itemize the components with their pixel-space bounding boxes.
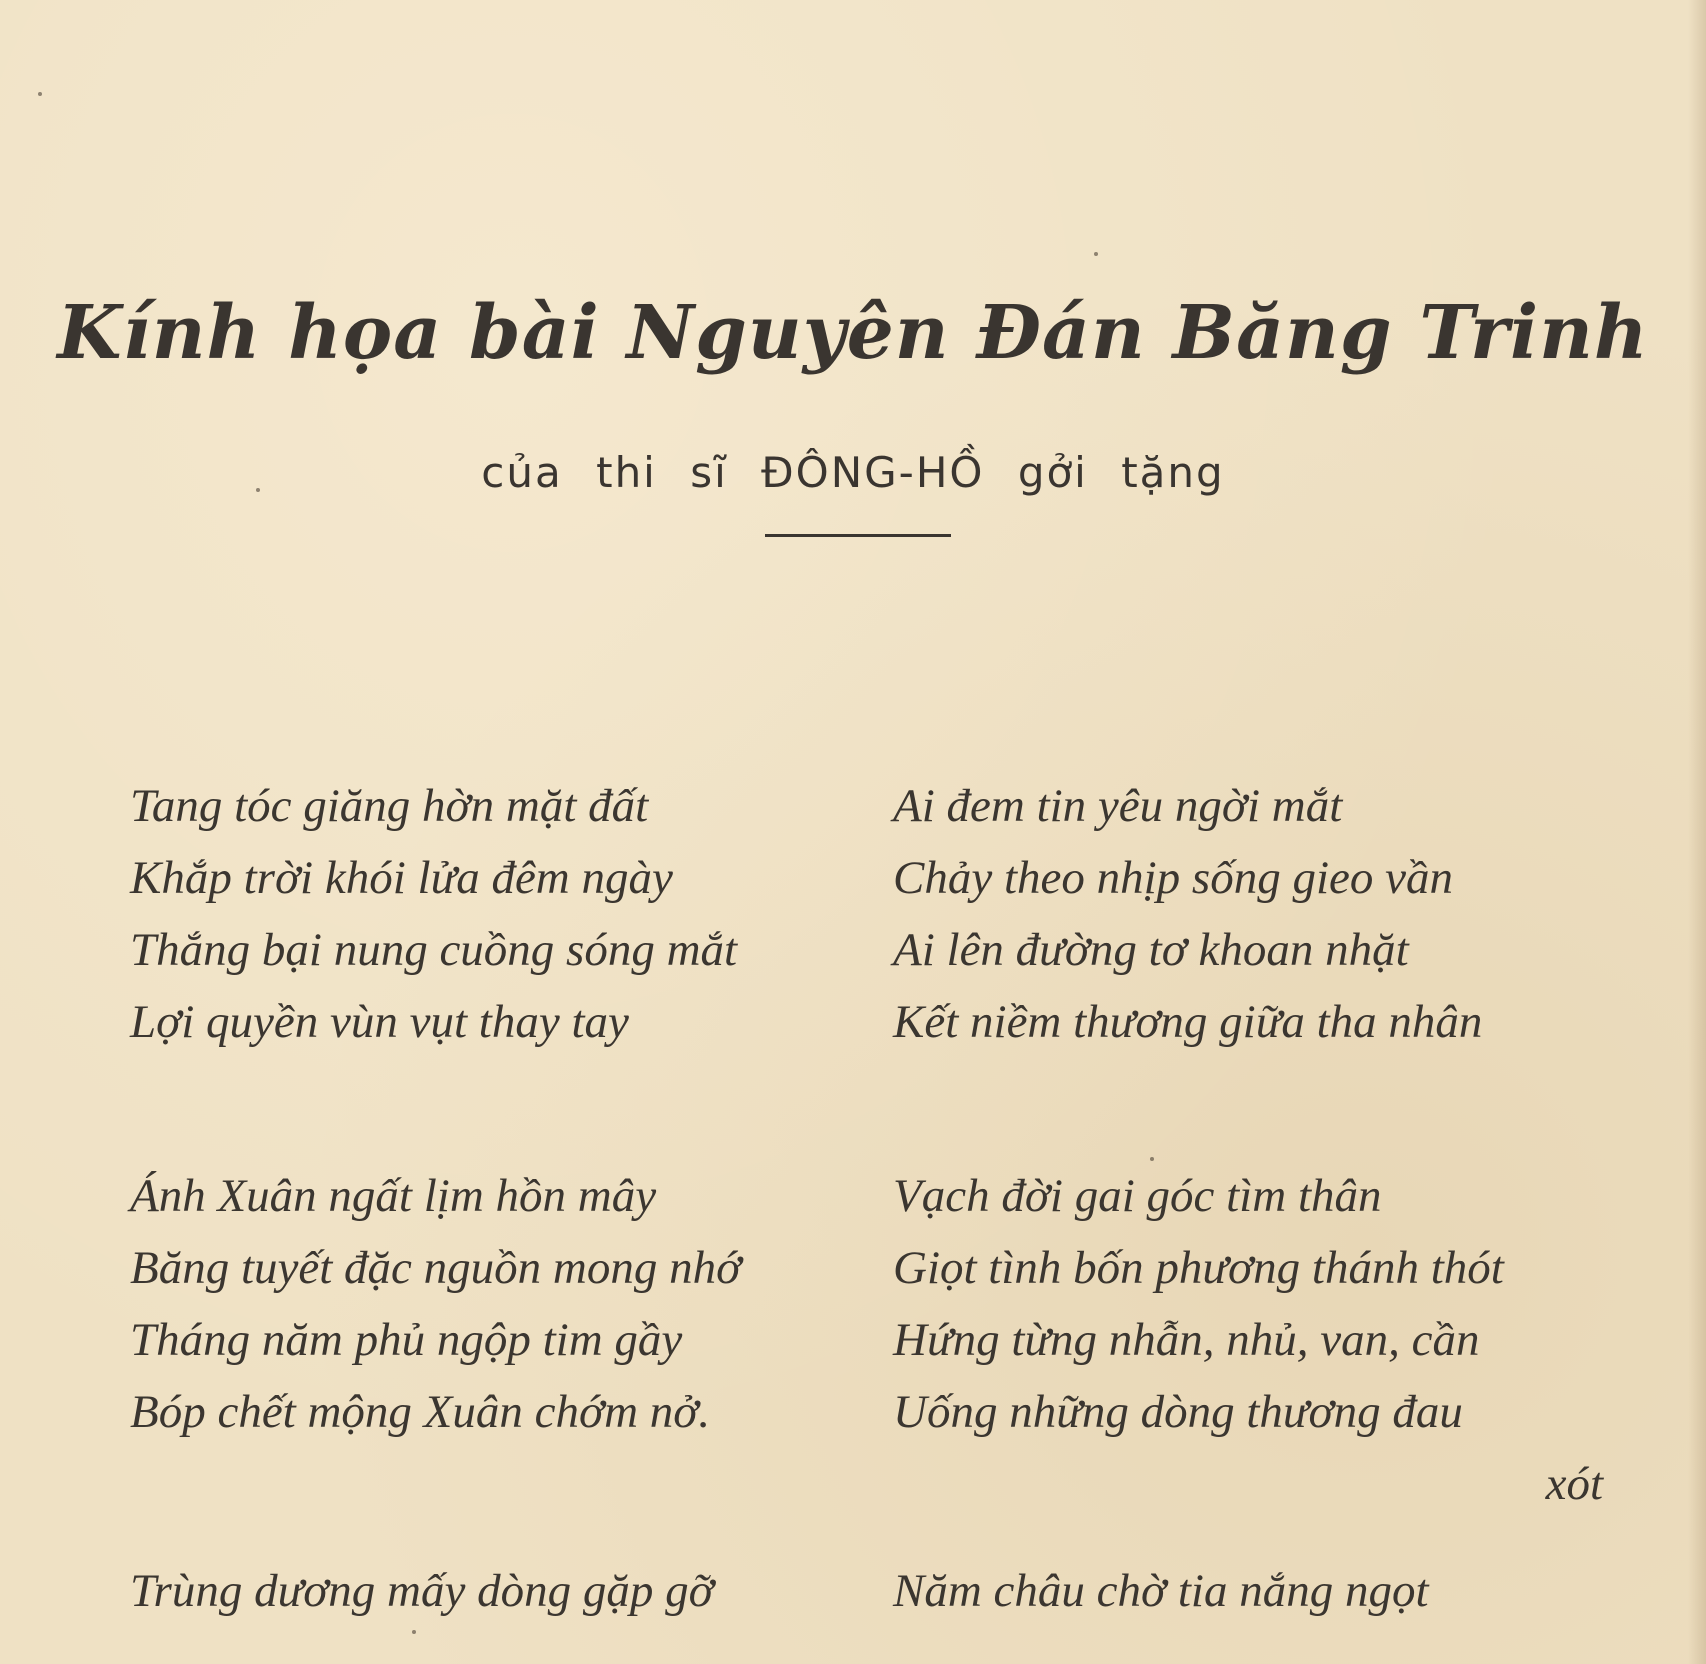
paper-speck bbox=[412, 1630, 416, 1634]
poem-line: Ai lên đường tơ khoan nhặt bbox=[893, 924, 1409, 976]
stanza-2-right bbox=[893, 1160, 1603, 1520]
poem-line-continuation: xót bbox=[1545, 1458, 1603, 1510]
stanza-2-left bbox=[130, 1160, 840, 1448]
poem-line: Chảy theo nhịp sống gieo vần bbox=[893, 852, 1454, 904]
poem-line: Năm châu chờ tia nắng ngọt bbox=[893, 1565, 1429, 1617]
stanza-3-left bbox=[130, 1555, 840, 1627]
paper-speck bbox=[1150, 1157, 1154, 1161]
stanza-3-right bbox=[893, 1555, 1603, 1627]
poem-line: Tang tóc giăng hờn mặt đất bbox=[130, 780, 649, 832]
paper-speck bbox=[256, 488, 260, 492]
page-edge-shadow bbox=[1688, 0, 1706, 1664]
poem-line: Uống những dòng thương đau bbox=[893, 1386, 1463, 1438]
poem-line: Ánh Xuân ngất lịm hồn mây bbox=[130, 1170, 657, 1222]
stanza-1-left bbox=[130, 770, 840, 1058]
poem-line: Ai đem tin yêu ngời mắt bbox=[893, 780, 1343, 832]
paper-speck bbox=[1094, 252, 1098, 256]
poem-line: Lợi quyền vùn vụt thay tay bbox=[130, 996, 629, 1048]
poem-line: Thắng bại nung cuồng sóng mắt bbox=[130, 924, 738, 976]
poem-line: Hứng từng nhẫn, nhủ, van, cần bbox=[893, 1314, 1480, 1366]
poem-line: Kết niềm thương giữa tha nhân bbox=[893, 996, 1483, 1048]
poem-line: Vạch đời gai góc tìm thân bbox=[893, 1170, 1382, 1222]
poem-subtitle: của thi sĩ ĐÔNG-HỒ gởi tặng bbox=[481, 448, 1225, 497]
stanza-1-right bbox=[893, 770, 1603, 1058]
poem-line: Khắp trời khói lửa đêm ngày bbox=[130, 852, 673, 904]
poem-title: Kính họa bài Nguyên Đán Băng Trinh bbox=[57, 290, 1649, 376]
poem-line: Bóp chết mộng Xuân chớm nở. bbox=[130, 1386, 711, 1438]
title-divider bbox=[765, 534, 951, 537]
poem-line: Trùng dương mấy dòng gặp gỡ bbox=[130, 1565, 714, 1617]
poem-line: Băng tuyết đặc nguồn mong nhớ bbox=[130, 1242, 742, 1294]
paper-speck bbox=[38, 92, 42, 96]
poem-line: Giọt tình bốn phương thánh thót bbox=[893, 1242, 1504, 1294]
poem-line: Tháng năm phủ ngộp tim gầy bbox=[130, 1314, 683, 1366]
